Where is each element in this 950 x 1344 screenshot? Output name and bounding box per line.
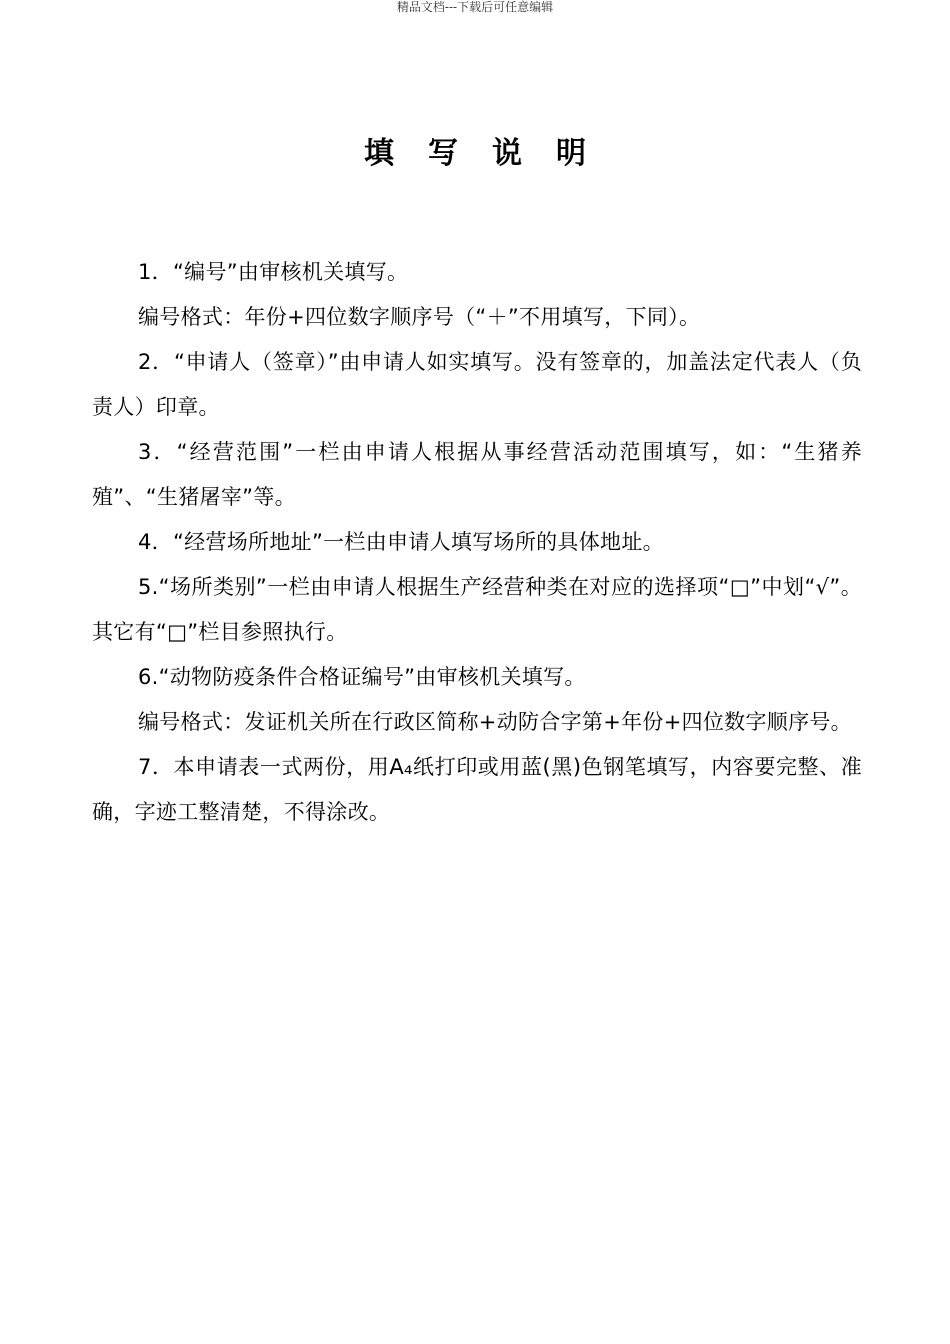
instruction-item-6: 6.“动物防疫条件合格证编号”由审核机关填写。 xyxy=(138,665,586,689)
instruction-item-6-format: 编号格式：发证机关所在行政区简称+动防合字第+年份+四位数字顺序号。 xyxy=(138,710,852,734)
document-title: 填写说明 xyxy=(364,136,620,171)
instruction-item-5: 5.“场所类别”一栏由申请人根据生产经营种类在对应的选择项“□”中划“√”。其它有“□”栏目参照执行。 xyxy=(92,575,862,644)
instruction-item-2: 2．“申请人（签章）”由申请人如实填写。没有签章的，加盖法定代表人（负责人）印章。 xyxy=(92,350,862,419)
instruction-item-1: 1．“编号”由审核机关填写。 xyxy=(138,260,409,284)
page-header-note: 精品文档---下载后可任意编辑 xyxy=(396,0,554,14)
instruction-item-7: 7．本申请表一式两份，用A₄纸打印或用蓝(黑)色钢笔填写，内容要完整、准确，字迹工整清楚，不得涂改。 xyxy=(92,755,862,824)
instruction-item-4: 4．“经营场所地址”一栏由申请人填写场所的具体地址。 xyxy=(138,530,664,554)
instructions-body xyxy=(92,250,862,835)
instruction-item-1-format: 编号格式：年份+四位数字顺序号（“＋”不用填写，下同）。 xyxy=(138,305,701,329)
instruction-item-3: 3．“经营范围”一栏由申请人根据从事经营活动范围填写，如：“生猪养殖”、“生猪屠宰”等。 xyxy=(92,440,862,509)
